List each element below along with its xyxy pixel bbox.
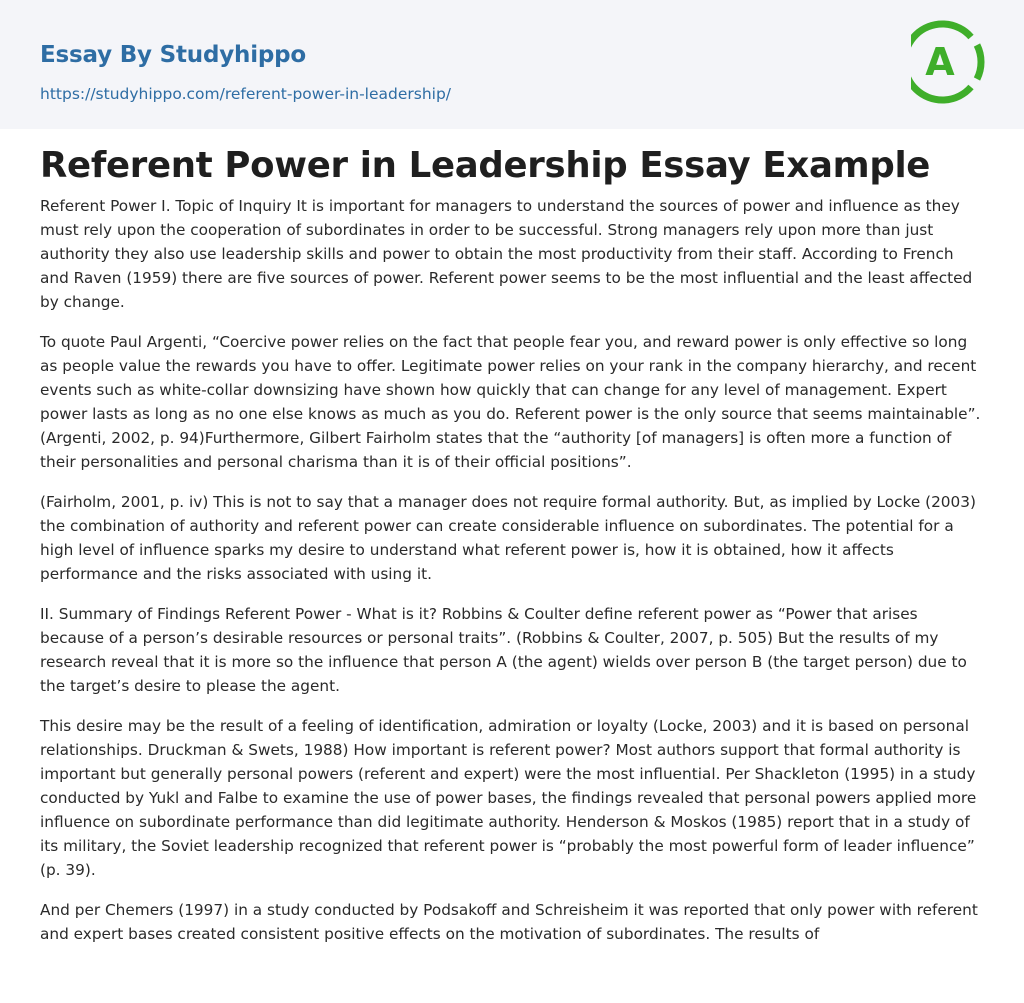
logo-letter: A (925, 40, 955, 84)
page-title: Referent Power in Leadership Essay Example (40, 145, 931, 186)
site-header (0, 0, 1024, 129)
studyhippo-logo-icon[interactable] (911, 19, 985, 105)
essay-paragraph: (Fairholm, 2001, p. iv) This is not to say that a manager does not require formal authority. But, as implied by Locke (2003) the combination of authority and referent power can create considerable influence on subordinates. The potential for a high level of influence sparks my desire to understand what referent power is, how it is obtained, how it affects performance and the risks associated with using it. (40, 493, 976, 583)
page-url-link[interactable]: https://studyhippo.com/referent-power-in-leadership/ (40, 85, 452, 103)
site-brand[interactable]: Essay By Studyhippo (40, 42, 307, 68)
essay-paragraph: This desire may be the result of a feeling of identification, admiration or loyalty (Locke, 2003) and it is based on personal relationships. Druckman & Swets, 1988) How important is referent power? Most authors support that formal authority is important but generally personal powers (referent and expert) were the most influential. Per Shackleton (1995) in a study conducted by Yukl and Falbe to examine the use of power bases, the findings revealed that personal powers applied more influence on subordinate performance than did legitimate authority. Henderson & Moskos (1985) report that in a study of its military, the Soviet leadership recognized that referent power is “probably the most powerful form of leader influence” (p. 39). (40, 717, 977, 879)
essay-body (40, 194, 986, 962)
essay-paragraph: To quote Paul Argenti, “Coercive power relies on the fact that people fear you, and reward power is only effective so long as people value the rewards you have to offer. Legitimate power relies on your rank in the company hierarchy, and recent events such as white-collar downsizing have shown how quickly that can change for any level of management. Expert power lasts as long as no one else knows as much as you do. Referent power is the only source that seems maintainable”. (Argenti, 2002, p. 94)Furthermore, Gilbert Fairholm states that the “authority [of managers] is often more a function of their personalities and personal charisma than it is of their official positions”. (40, 333, 981, 471)
essay-paragraph: And per Chemers (1997) in a study conducted by Podsakoff and Schreisheim it was reported that only power with referent and expert bases created consistent positive effects on the motivation of subordinates. The results of (40, 901, 978, 943)
essay-paragraph: II. Summary of Findings Referent Power - What is it? Robbins & Coulter define referent power as “Power that arises because of a person’s desirable resources or personal traits”. (Robbins & Coulter, 2007, p. 505) But the results of my research reveal that it is more so the influence that person A (the agent) wields over person B (the target person) due to the target’s desire to please the agent. (40, 605, 967, 695)
logo-ring-right (977, 45, 981, 79)
essay-paragraph: Referent Power I. Topic of Inquiry It is important for managers to understand the sources of power and influence as they must rely upon the cooperation of subordinates in order to be successful. Strong managers rely upon more than just authority they also use leadership skills and power to obtain the most productivity from their staff. According to French and Raven (1959) there are five sources of power. Referent power seems to be the most influential and the least affected by change. (40, 197, 973, 311)
